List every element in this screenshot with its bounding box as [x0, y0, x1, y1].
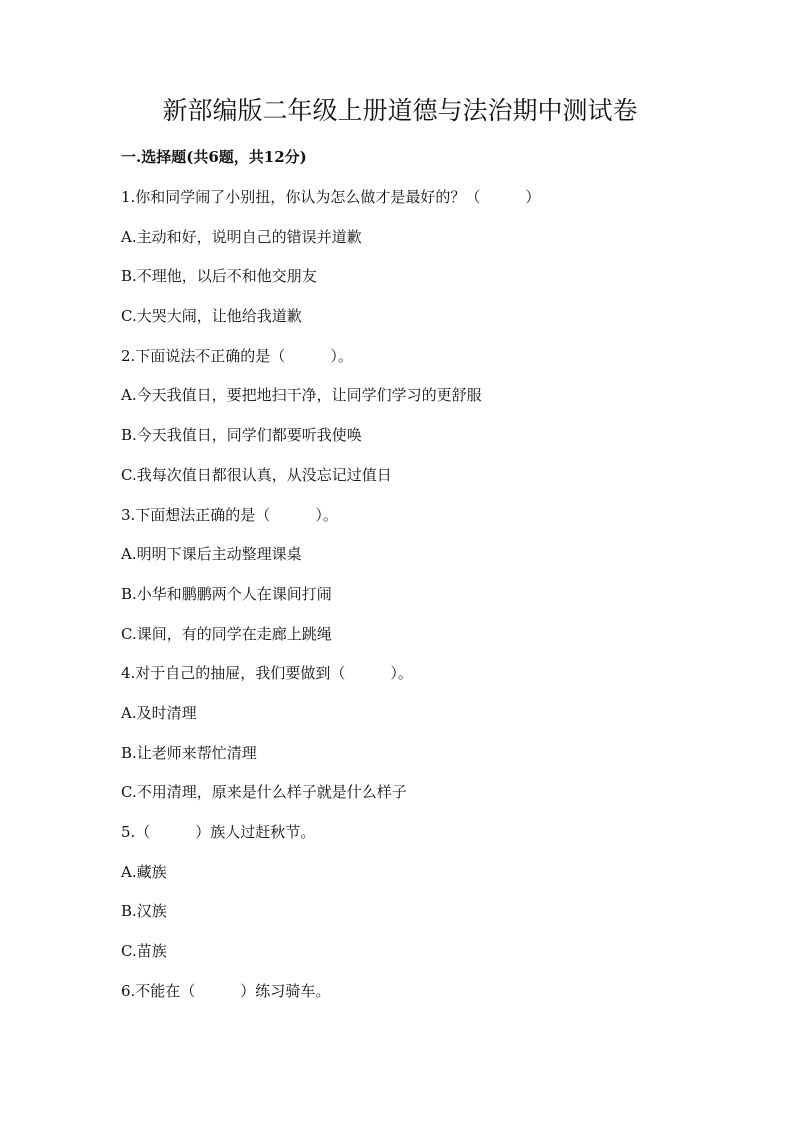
answer-option: C.大哭大闹，让他给我道歉 — [121, 307, 302, 326]
answer-option: B.汉族 — [121, 902, 167, 921]
page-title: 新部编版二年级上册道德与法治期中测试卷 — [162, 96, 638, 125]
section-heading: 一.选择题(共6题，共12分) — [121, 148, 307, 166]
answer-option: C.课间，有的同学在走廊上跳绳 — [121, 624, 332, 643]
answer-option: A.主动和好，说明自己的错误并道歉 — [121, 227, 362, 246]
question-stem: 5.（ ）族人过赶秋节。 — [121, 823, 316, 841]
answer-option: B.让老师来帮忙清理 — [121, 743, 257, 762]
answer-option: A.今天我值日，要把地扫干净，让同学们学习的更舒服 — [121, 386, 482, 405]
question-stem: 4.对于自己的抽屉，我们要做到（ ）。 — [121, 664, 413, 683]
answer-option: C.苗族 — [121, 942, 167, 961]
answer-option: A.明明下课后主动整理课桌 — [121, 545, 302, 564]
answer-option: A.藏族 — [121, 862, 167, 881]
answer-option: C.不用清理，原来是什么样子就是什么样子 — [121, 783, 407, 802]
question-stem: 1.你和同学闹了小别扭，你认为怎么做才是最好的？（ ） — [121, 188, 541, 206]
question-stem: 6.不能在（ ）练习骑车。 — [121, 981, 331, 1000]
answer-option: B.小华和鹏鹏两个人在课间打闹 — [121, 584, 332, 603]
question-stem: 2.下面说法不正确的是（ ）。 — [121, 346, 353, 365]
question-list — [121, 186, 721, 1019]
answer-option: B.今天我值日，同学们都要听我使唤 — [121, 426, 362, 445]
answer-option: C.我每次值日都很认真，从没忘记过值日 — [121, 465, 392, 484]
question-stem: 3.下面想法正确的是（ ）。 — [121, 505, 338, 524]
answer-option: A.及时清理 — [121, 703, 197, 722]
answer-option: B.不理他，以后不和他交朋友 — [121, 267, 317, 286]
